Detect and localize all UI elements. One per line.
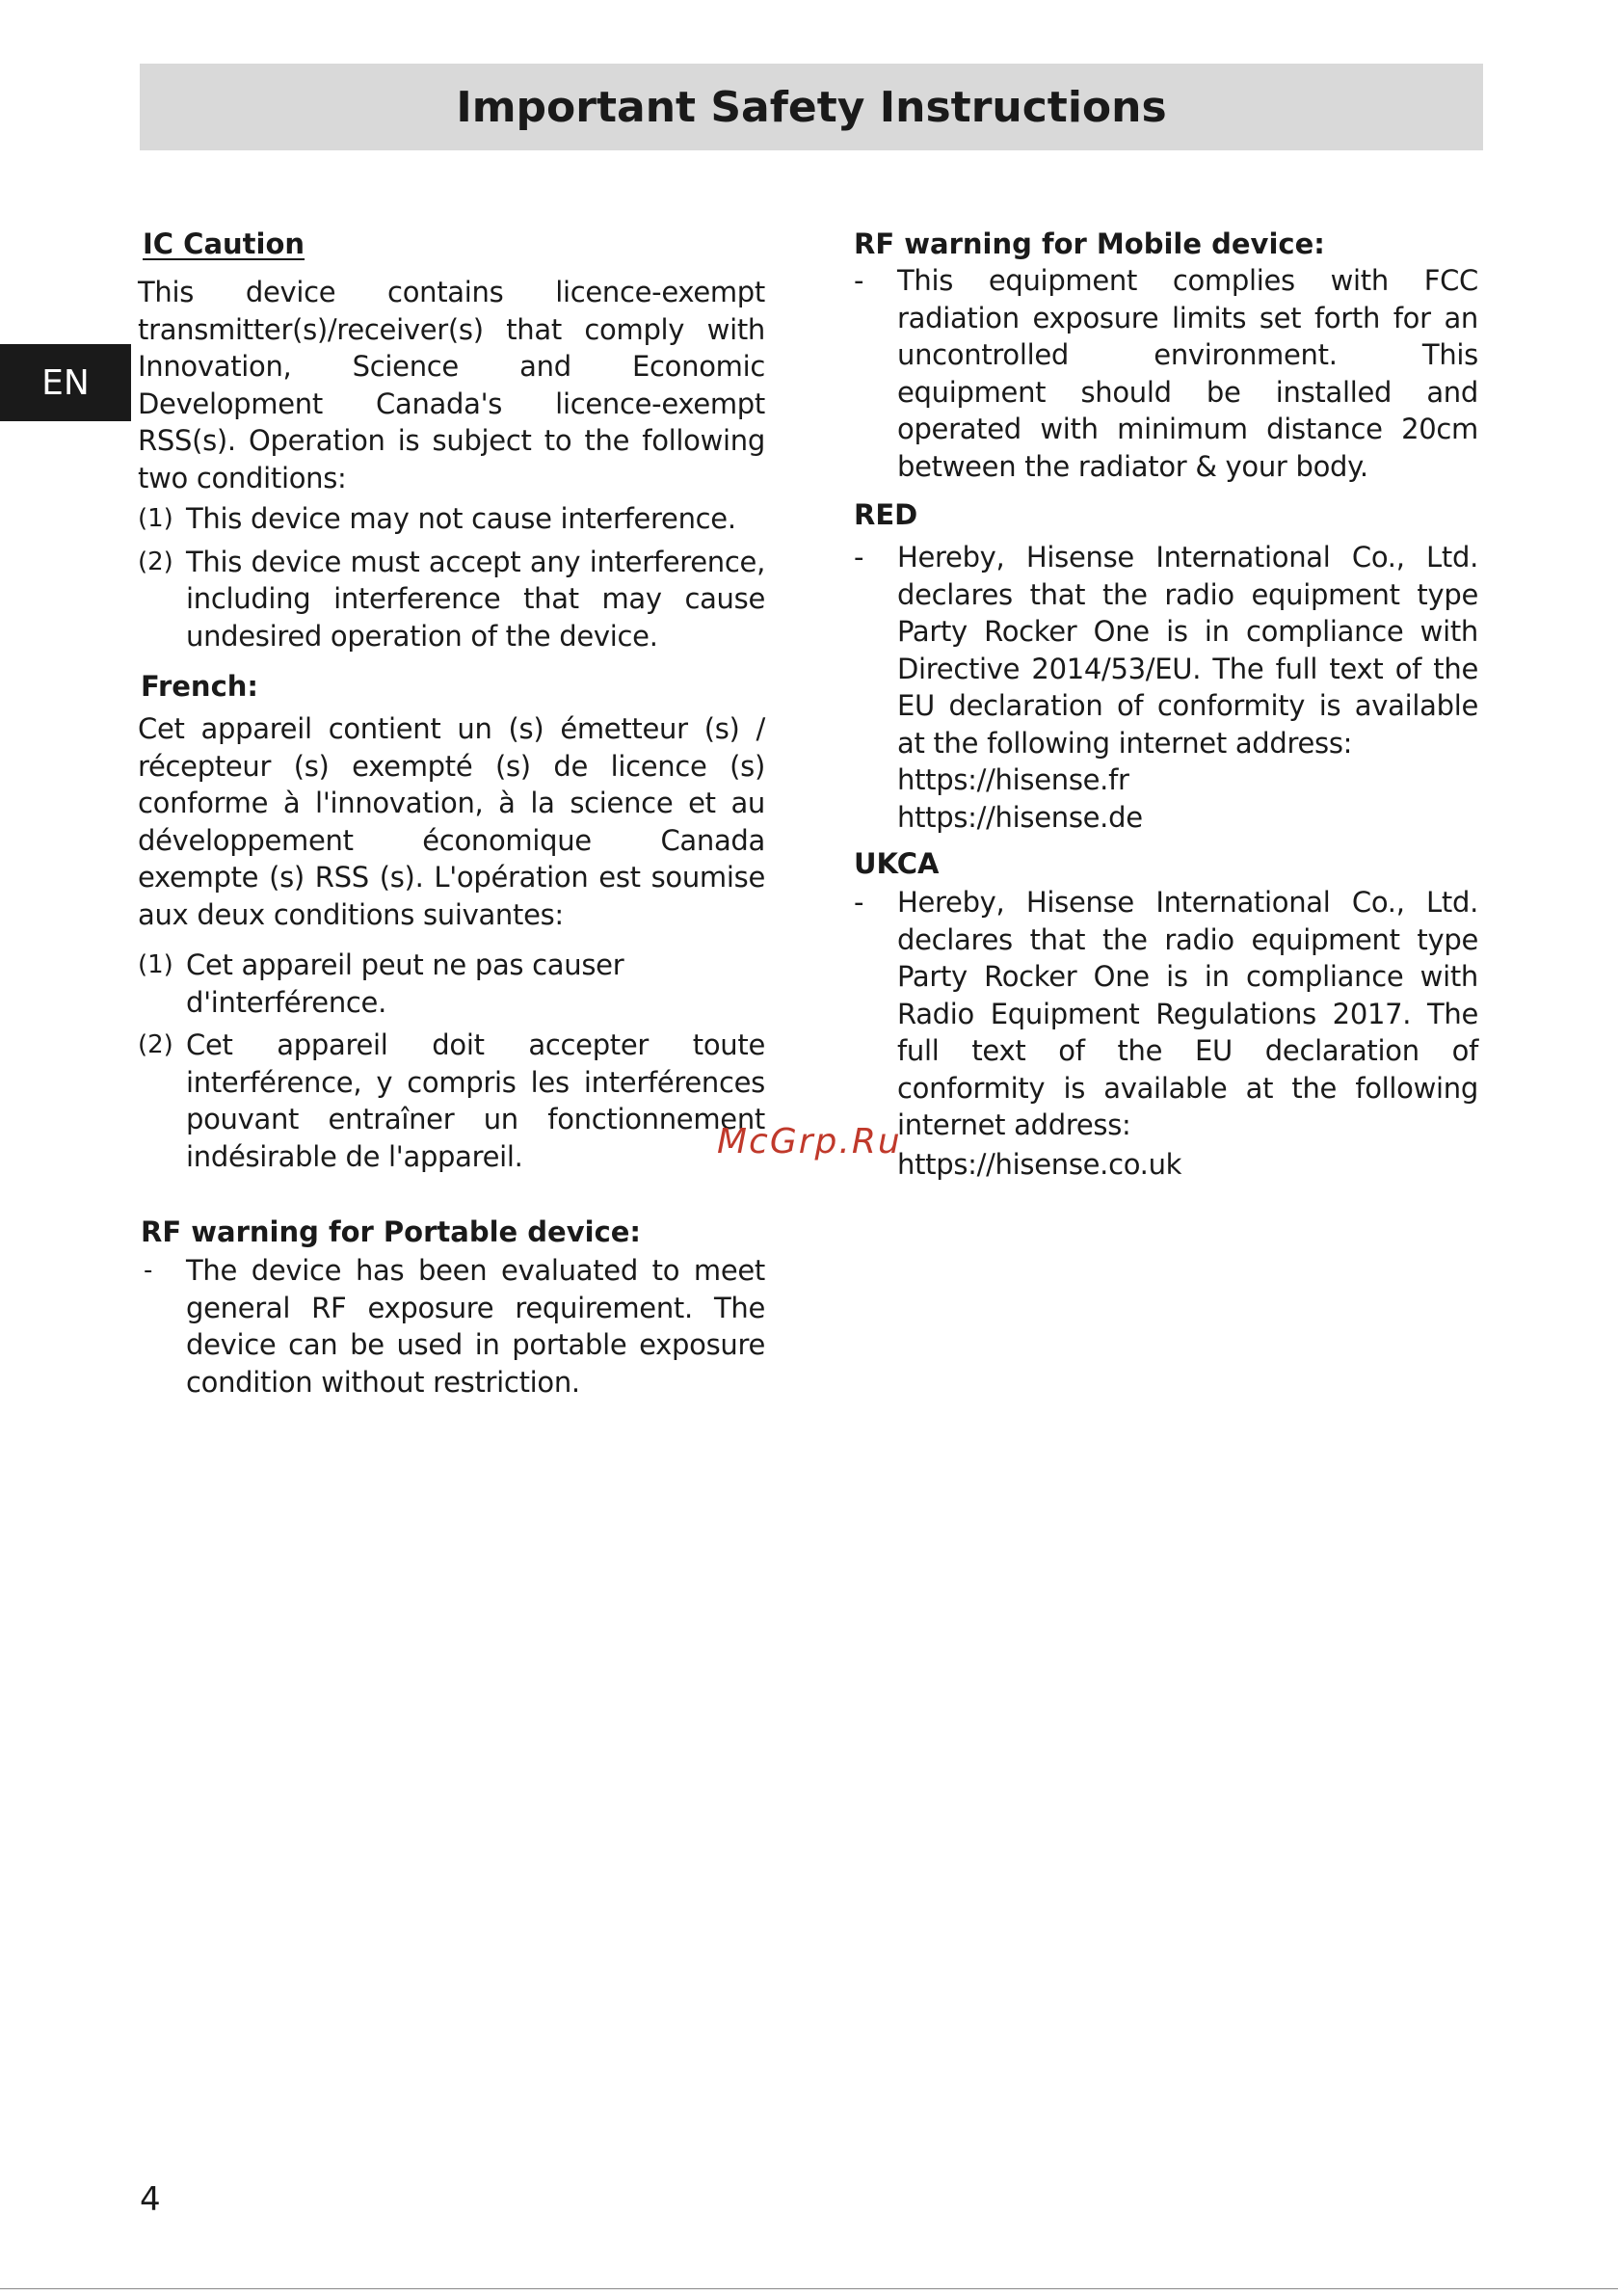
language-tab: EN [0, 344, 131, 421]
right-column [854, 226, 1478, 1183]
ic-caution-paragraph: This device contains licence-exempt transmitter(s)/receiver(s) that comply with Innovation, Science and Economic Development Canada's licence-exempt RSS(s). Operation is subject to the following two conditions: [138, 276, 765, 494]
rf-portable-item [138, 1252, 765, 1401]
ukca-item-label: - [854, 886, 864, 919]
ic-caution-item-2-text: This device must accept any interference, including interference that may cause undesired operation of the device. [186, 545, 765, 653]
ukca-item-text: Hereby, Hisense International Co., Ltd. declares that the radio equipment type Party Rocker One is in compliance with Radio Equipment Regulations 2017. The full text of the EU declaration of conformity is available at the following internet address: [897, 886, 1478, 1141]
rf-mobile-item [854, 262, 1478, 485]
ic-caution-item-1-label: (1) [138, 504, 173, 533]
french-item-1-label: (1) [138, 950, 173, 979]
footer-divider [0, 2288, 1618, 2289]
page-title: Important Safety Instructions [456, 82, 1167, 132]
french-paragraph: Cet appareil contient un (s) émetteur (s) / récepteur (s) exempté (s) de licence (s) conforme à l'innovation, à la science et au développement économique Canada exempte (s) RSS (s). L'opération est soumise aux deux conditions suivantes: [138, 712, 765, 931]
rf-mobile-heading: RF warning for Mobile device: [854, 227, 1325, 260]
rf-portable-item-text: The device has been evaluated to meet general RF exposure requirement. The device can be used in portable exposure condition without restriction. [186, 1254, 765, 1399]
ukca-item [854, 884, 1478, 1183]
french-item-2 [138, 1027, 765, 1175]
ic-caution-item-2-label: (2) [138, 547, 173, 576]
french-item-2-label: (2) [138, 1030, 173, 1059]
red-item-text: Hereby, Hisense International Co., Ltd. declares that the radio equipment type Party Rocker One is in compliance with Directive 2014/53/EU. The full text of the EU declaration of conformity is available at the following internet address: [897, 541, 1478, 760]
red-item [854, 539, 1478, 836]
left-column [138, 226, 765, 1401]
rf-mobile-item-label: - [854, 264, 864, 297]
ukca-item-body [897, 884, 1478, 1183]
red-heading: RED [854, 498, 918, 531]
ic-caution-item-2 [138, 544, 765, 655]
page-number: 4 [140, 2180, 161, 2219]
rf-portable-heading: RF warning for Portable device: [141, 1215, 642, 1248]
header-bar [140, 64, 1483, 150]
rf-portable-item-label: - [144, 1256, 153, 1285]
red-item-body [897, 539, 1478, 836]
red-item-label: - [854, 541, 864, 574]
ukca-link[interactable]: https://hisense.co.uk [897, 1147, 1182, 1181]
ukca-heading: UKCA [854, 847, 940, 880]
french-item-1-text: Cet appareil peut ne pas causer d'interférence. [186, 948, 624, 1019]
watermark: McGrp.Ru [717, 1122, 902, 1161]
red-link-fr[interactable]: https://hisense.fr [897, 763, 1129, 796]
french-item-2-text: Cet appareil doit accepter toute interférence, y compris les interférences pouvant entraîner un fonctionnement indésirable de l'appareil. [186, 1028, 765, 1173]
rf-mobile-item-text: This equipment complies with FCC radiation exposure limits set forth for an uncontrolled environment. This equipment should be installed and operated with minimum distance 20cm between the radiator & your body. [897, 264, 1478, 483]
ic-caution-heading: IC Caution [143, 227, 305, 260]
ic-caution-item-1 [138, 500, 765, 538]
red-link-de[interactable]: https://hisense.de [897, 800, 1143, 834]
ic-caution-item-1-text: This device may not cause interference. [186, 502, 736, 535]
french-heading: French: [141, 670, 259, 703]
ic-caution-section [138, 226, 765, 262]
french-item-1 [138, 947, 765, 1021]
